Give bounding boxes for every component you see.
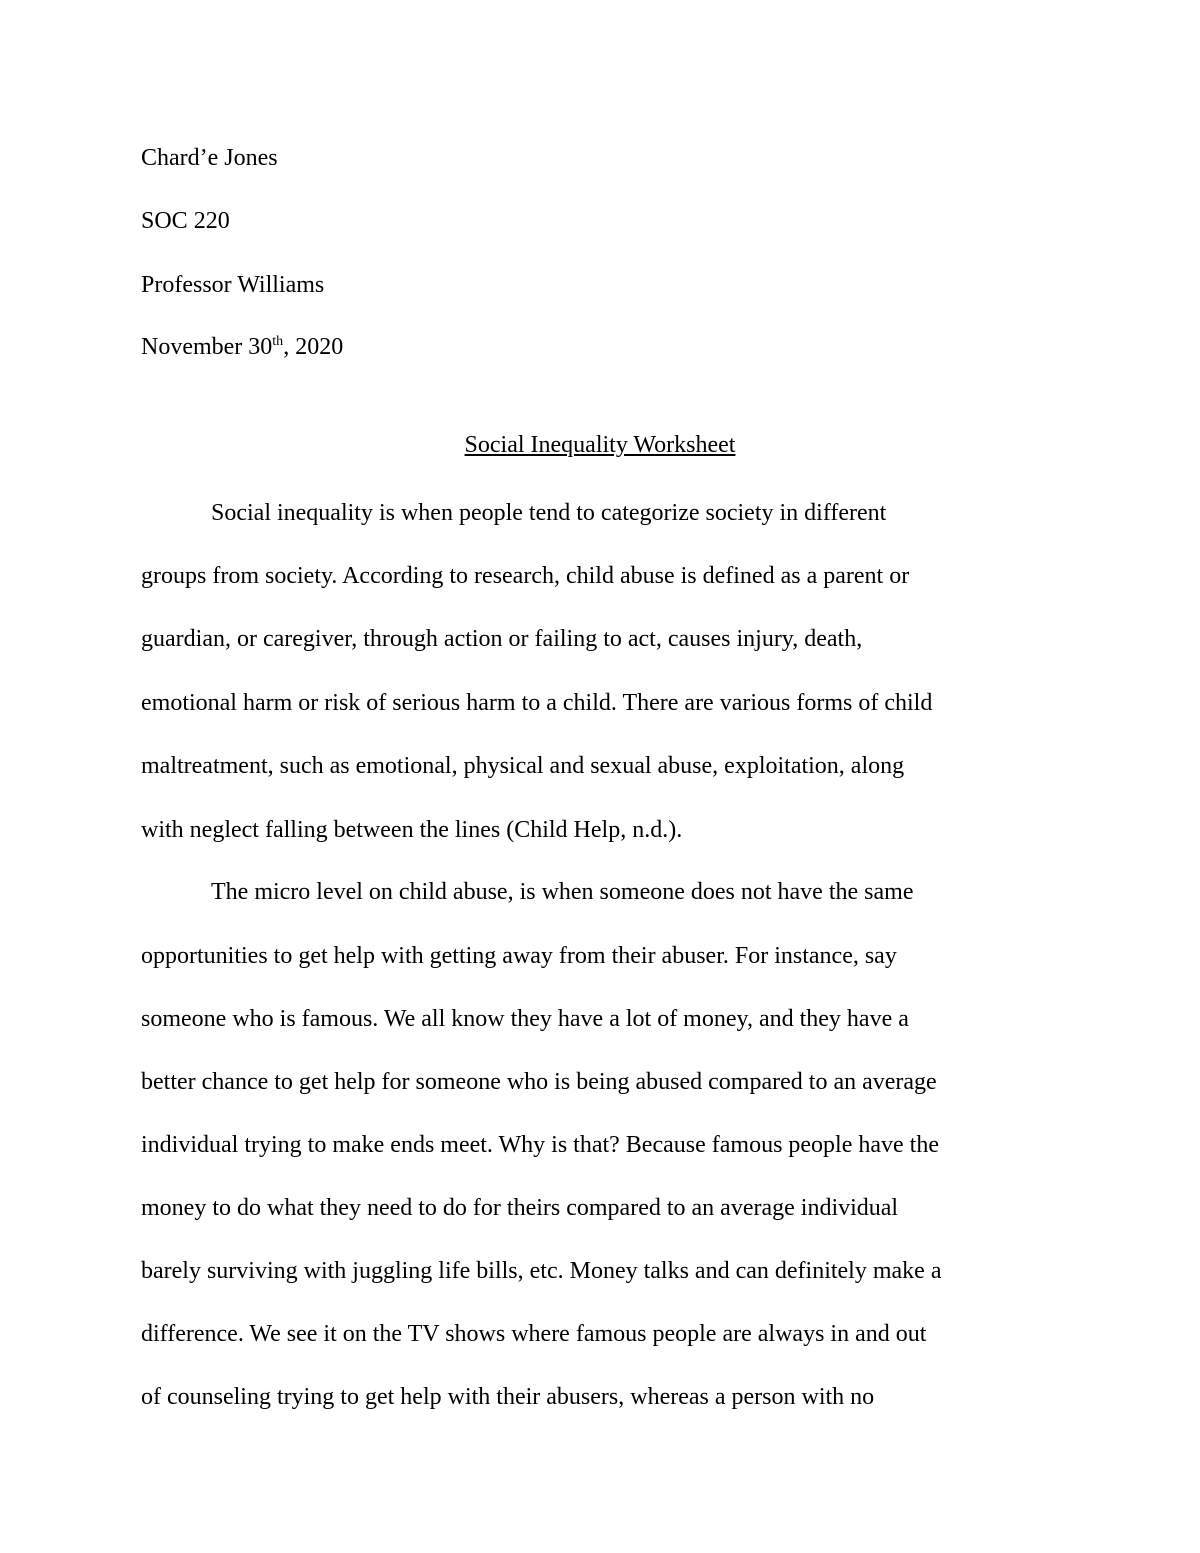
paragraph-line: better chance to get help for someone who is being abused compared to an average: [141, 1069, 937, 1095]
document-title: Social Inequality Worksheet: [464, 432, 736, 458]
date: [141, 332, 343, 362]
paragraph-line: individual trying to make ends meet. Why is that? Because famous people have the: [141, 1132, 939, 1158]
date-year: , 2020: [283, 334, 344, 360]
professor-name: Professor Williams: [141, 272, 325, 298]
author-name: Chard’e Jones: [141, 145, 278, 171]
paragraph-line: difference. We see it on the TV shows where famous people are always in and out: [141, 1321, 927, 1347]
paragraph-line: someone who is famous. We all know they have a lot of money, and they have a: [141, 1006, 909, 1032]
paragraph-line: maltreatment, such as emotional, physical and sexual abuse, exploitation, along: [141, 753, 905, 779]
paragraph-line: opportunities to get help with getting away from their abuser. For instance, say: [141, 943, 897, 969]
paragraph-line: groups from society. According to research, child abuse is defined as a parent or: [141, 563, 910, 589]
paragraph-line: guardian, or caregiver, through action or failing to act, causes injury, death,: [141, 626, 863, 652]
paragraph-line: of counseling trying to get help with their abusers, whereas a person with no: [141, 1384, 875, 1410]
paragraph-line: with neglect falling between the lines (Child Help, n.d.).: [141, 817, 683, 843]
paragraph-line: emotional harm or risk of serious harm to a child. There are various forms of child: [141, 690, 933, 716]
paragraph-line: Social inequality is when people tend to categorize society in different: [211, 500, 887, 526]
paragraph-line: money to do what they need to do for theirs compared to an average individual: [141, 1195, 899, 1221]
paragraph-line: The micro level on child abuse, is when someone does not have the same: [211, 879, 914, 905]
course-code: SOC 220: [141, 208, 230, 234]
date-superscript: th: [272, 334, 284, 349]
paragraph-line: barely surviving with juggling life bills, etc. Money talks and can definitely make a: [141, 1258, 942, 1284]
date-main: November 30: [141, 334, 273, 360]
